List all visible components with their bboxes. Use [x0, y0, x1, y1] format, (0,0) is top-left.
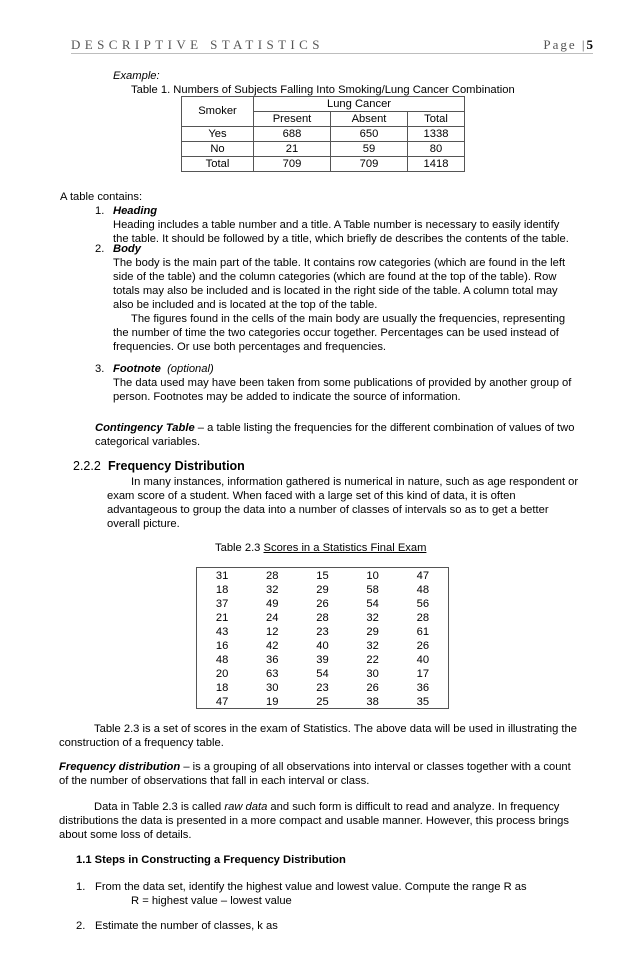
table-row: [197, 653, 448, 667]
smoking-cancer-table: [181, 96, 465, 172]
heading-description: Heading includes a table number and a title. A Table number is necessary to easily identify the table. It should be followed by a title, which briefly de describes the contents of the table.: [113, 219, 569, 245]
range-formula: R = highest value – lowest value: [131, 895, 292, 907]
list-number: 2.: [95, 243, 105, 255]
score-cell: 30: [266, 682, 279, 694]
table-row: [197, 667, 448, 681]
score-cell: 29: [366, 626, 379, 638]
body-description: The body is the main part of the table. It contains row categories (which are found in the left side of the table) and the column categories (which are found at the top of the table). Row totals may also be included and is located in the right side of the table. A column total may also be included and is located at the top of the table. The figures found in the cells of the main body are usually the frequencies, representing the number of time the two categories occur together. Percentages can be used instead of frequencies. Or use both percentages and frequencies.: [113, 257, 566, 353]
score-cell: 12: [266, 626, 279, 638]
score-cell: 16: [215, 640, 229, 652]
group-header-cell: Lung Cancer: [254, 97, 465, 112]
score-cell: 36: [266, 654, 279, 666]
table-row: [197, 569, 448, 583]
score-cell: 61: [416, 626, 430, 638]
table-contains-intro: A table contains:: [60, 191, 143, 203]
score-cell: 10: [366, 570, 379, 582]
page-header: [71, 38, 593, 54]
score-cell: 38: [366, 696, 379, 708]
score-cell: 56: [416, 598, 430, 610]
example-label: Example:: [113, 70, 160, 82]
score-cell: 37: [215, 598, 229, 610]
page-number: Page |5: [543, 37, 593, 52]
table-row: No 21 59 80: [182, 142, 465, 157]
score-cell: 23: [316, 682, 329, 694]
list-number: 1.: [76, 881, 86, 893]
table23-paragraph: Table 2.3 is a set of scores in the exam of Statistics. The above data will be used in illustrating the construction of a frequency table.: [59, 723, 577, 749]
table-row: [197, 695, 448, 709]
item-title-footnote: Footnote (optional): [113, 363, 214, 375]
score-cell: 40: [416, 654, 430, 666]
score-cell: 26: [416, 640, 430, 652]
frequency-distribution-definition: Frequency distribution – is a grouping of all observations into interval or classes together with a count of the number of observations that fall in each interval or class.: [59, 761, 571, 787]
score-cell: 48: [215, 654, 229, 666]
section-paragraph: In many instances, information gathered is numerical in nature, such as age respondent or exam score of a student. When faced with a large set of this kind of data, it is often advantageous to group the data into a number of classes of intervals so as to get a better overall picture.: [107, 476, 579, 530]
score-cell: 63: [266, 668, 279, 680]
list-number: 2.: [76, 920, 86, 932]
item-title-body: Body: [113, 243, 141, 255]
score-cell: 35: [416, 696, 430, 708]
score-cell: 23: [316, 626, 329, 638]
table1-caption: Table 1. Numbers of Subjects Falling Into Smoking/Lung Cancer Combination: [131, 84, 515, 96]
score-cell: 22: [366, 654, 379, 666]
table-row: [197, 611, 448, 625]
score-cell: 21: [215, 612, 229, 624]
score-cell: 26: [316, 598, 329, 610]
contingency-definition: Contingency Table – a table listing the frequencies for the different combination of values of two categorical variables.: [95, 422, 575, 448]
score-cell: 32: [366, 612, 379, 624]
score-cell: 42: [266, 640, 279, 652]
footnote-description: The data used may have been taken from some publications of provided by another group of person. Footnotes may be added to indicate the source of information.: [113, 377, 572, 403]
score-cell: 26: [366, 682, 379, 694]
raw-data-paragraph: Data in Table 2.3 is called raw data and such form is difficult to read and analyze. In frequency distributions the data is presented in a more compact and usable manner. However, this process brings about some loss of details.: [59, 801, 569, 841]
score-cell: 40: [316, 640, 329, 652]
score-cell: 54: [366, 598, 379, 610]
table-row: [197, 639, 448, 653]
column-header: Total: [408, 112, 465, 127]
table-row: Yes 688 650 1338: [182, 127, 465, 142]
score-cell: 30: [366, 668, 379, 680]
score-cell: 25: [316, 696, 329, 708]
column-header: Present: [254, 112, 331, 127]
score-cell: 29: [316, 584, 329, 596]
score-cell: 58: [366, 584, 379, 596]
score-cell: 32: [366, 640, 379, 652]
table-row: [197, 681, 448, 695]
score-cell: 54: [316, 668, 329, 680]
item-title-heading: Heading: [113, 205, 158, 217]
table-row: [197, 597, 448, 611]
score-cell: 18: [215, 682, 229, 694]
column-header: Absent: [331, 112, 408, 127]
section-number: 2.2.2: [73, 459, 101, 473]
score-cell: 18: [215, 584, 229, 596]
list-number: 1.: [95, 205, 105, 217]
score-cell: 47: [215, 696, 229, 708]
score-cell: 47: [416, 570, 430, 582]
score-cell: 15: [316, 570, 329, 582]
score-cell: 48: [416, 584, 430, 596]
score-cell: 19: [266, 696, 279, 708]
table-row: [197, 625, 448, 639]
score-cell: 31: [215, 570, 229, 582]
section-title: Frequency Distribution: [108, 459, 245, 473]
steps-heading: 1.1 Steps in Constructing a Frequency Distribution: [76, 854, 346, 866]
score-cell: 17: [416, 668, 430, 680]
score-cell: 32: [266, 584, 279, 596]
row-header-cell: Smoker: [182, 97, 254, 127]
list-number: 3.: [95, 363, 105, 375]
score-cell: 28: [416, 612, 430, 624]
score-cell: 39: [316, 654, 329, 666]
score-cell: 20: [215, 668, 229, 680]
table-row: Total 709 709 1418: [182, 157, 465, 172]
step-text: From the data set, identify the highest value and lowest value. Compute the range R as: [95, 881, 527, 893]
score-cell: 36: [416, 682, 430, 694]
score-cell: 28: [316, 612, 329, 624]
step-text: Estimate the number of classes, k as: [95, 920, 278, 932]
scores-table: [196, 567, 449, 709]
score-cell: 24: [266, 612, 279, 624]
score-cell: 28: [266, 570, 279, 582]
header-title: DESCRIPTIVE STATISTICS: [71, 37, 324, 52]
table-row: [197, 583, 448, 597]
score-cell: 43: [215, 626, 229, 638]
table23-caption: Table 2.3 Scores in a Statistics Final Exam: [215, 542, 427, 554]
score-cell: 49: [266, 598, 279, 610]
